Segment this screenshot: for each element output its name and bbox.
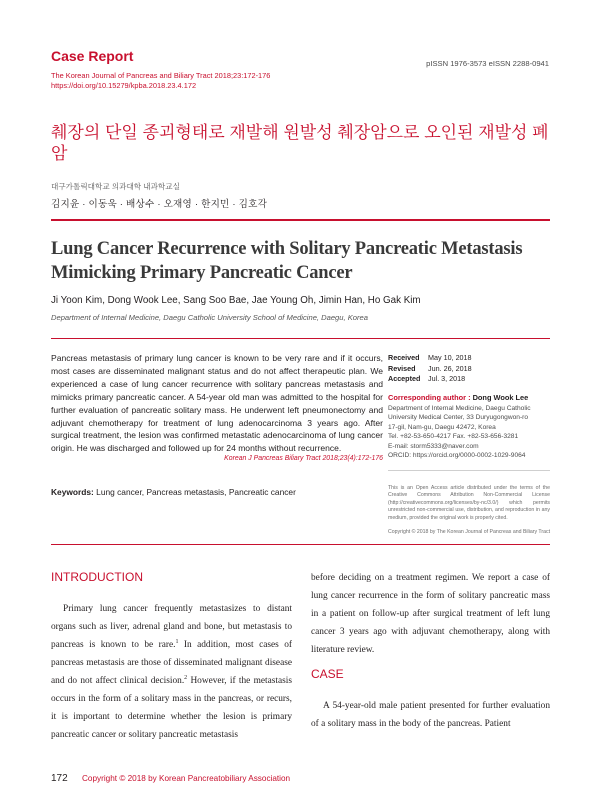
- reference-1[interactable]: 1: [175, 639, 179, 645]
- abstract-top-divider: [51, 338, 550, 339]
- keywords-label: Keywords:: [51, 487, 94, 497]
- page-number: 172: [51, 773, 68, 784]
- korean-title: 췌장의 단일 종괴형태로 재발해 원발성 췌장암으로 오인된 재발성 폐암: [51, 123, 549, 163]
- introduction-heading: INTRODUCTION: [51, 570, 143, 584]
- abstract-citation: Korean J Pancreas Biliary Tract 2018;23(4):172-176: [224, 455, 383, 462]
- english-department: Department of Internal Medicine, Daegu Catholic University School of Medicine, Daegu, Korea: [51, 313, 368, 322]
- corr-email[interactable]: E-mail: storm5333@naver.com: [388, 442, 479, 450]
- body-top-divider: [51, 544, 550, 545]
- case-paragraph: A 54-year-old male patient presented for further evaluation of a solitary mass in the body of the pancreas. Patient: [311, 701, 550, 729]
- issn-label: pISSN 1976-3573 eISSN 2288-0941: [426, 59, 549, 68]
- english-title: Lung Cancer Recurrence with Solitary Pancreatic Metastasis Mimicking Primary Pancreatic Cancer: [51, 239, 523, 283]
- doi-link[interactable]: https://doi.org/10.15279/kpba.2018.23.4.172: [51, 81, 197, 90]
- korean-authors: 김지윤 · 이동욱 · 배상수 · 오재영 · 한지민 · 김호각: [51, 199, 268, 210]
- corresponding-author-label: Corresponding author :: [388, 393, 473, 402]
- corr-phone: Tel. +82-53-650-4217 Fax. +82-53-656-3281: [388, 433, 519, 441]
- abstract-text: Pancreas metastasis of primary lung cancer is known to be very rare and if it occurs, most cases are disseminated malignant status and do not affect therapeutic plan. We experienced a case of lung cancer recurrence with solitary pancreas metastasis and mimicks primary pancreatic cancer. A 54-year old man was admitted to the hospital for further evaluation of pancreatic solitary mass. He underwent left pneumonectomy and adjuvant chemotherapy for treatment of lung adenocarcinoma 3 years ago. After surgical treatment, the lesion was confirmed metastatic adenocarcinoma of lung cancer origin. He was discharged and followed up for 24 months without recurrence.: [51, 353, 383, 454]
- article-type-label: Case Report: [51, 48, 134, 64]
- case-heading: CASE: [311, 667, 344, 681]
- keywords-line: [51, 487, 383, 497]
- corr-line: Department of Internal Medicine, Daegu Catholic: [388, 405, 531, 412]
- license-divider: [388, 470, 550, 471]
- keywords-value: Lung cancer, Pancreas metastasis, Pancreatic cancer: [96, 487, 296, 497]
- license-text: This is an Open Access article distributed under the terms of the Creative Commons Attribution Non-Commercial License (http://creativecommons.org/licenses/by-nc/3.0/) which permits unrestricted non-commercial use, distribution, and reproduction in any medium, provided the original work is properly cited.: [388, 485, 550, 521]
- introduction-continued: before deciding on a treatment regimen. We report a case of lung cancer recurrence in the form of solitary pancreatic mass in a patient on follow-up after surgical treatment of left lung cancer 3 years ago with adjuvant chemotherapy, along with literature review.: [311, 573, 550, 655]
- journal-citation: The Korean Journal of Pancreas and Biliary Tract 2018;23:172-176: [51, 71, 271, 80]
- introduction-paragraph: Primary lung cancer frequently metastasizes to distant organs such as liver, adrenal gland and bone, but metastasis to pancreas is known to be rare.$^1$ In addition, most cases of pancreas metastasis are those of disseminated malignant disease and do not affect clinical decision.$^2$ However, if the metastasis occurs in the form of a solitary mass in the pancreas, or recurs, it is important to determine whether the lesion is primary pancreatic cancer or solitary pancreatic metastasis: [51, 604, 292, 740]
- english-authors: Ji Yoon Kim, Dong Wook Lee, Sang Soo Bae, Jae Young Oh, Jimin Han, Ho Gak Kim: [51, 295, 421, 306]
- reference-2[interactable]: 2: [184, 675, 188, 681]
- date-row-received: Received May 10, 2018: [388, 353, 472, 362]
- corresponding-author-name: Dong Wook Lee: [472, 393, 529, 402]
- corr-line: 17-gil, Nam-gu, Daegu 42472, Korea: [388, 423, 496, 431]
- date-row-revised: Revised Jun. 26, 2018: [388, 363, 472, 373]
- title-divider: [51, 219, 550, 221]
- corr-orcid[interactable]: ORCID: https://orcid.org/0000-0002-1029-9064: [388, 452, 526, 460]
- journal-copyright: Copyright © 2018 by The Korean Journal of Pancreas and Biliary Tract: [388, 529, 551, 535]
- article-dates: [388, 353, 472, 385]
- korean-affiliation: 대구가톨릭대학교 의과대학 내과학교실: [51, 182, 180, 191]
- corresponding-author-details: [388, 404, 558, 460]
- date-row-accepted: Accepted Jul. 3, 2018: [388, 374, 466, 384]
- footer-copyright: Copyright © 2018 by Korean Pancreatobiliary Association: [82, 774, 291, 783]
- corresponding-author-heading: [388, 393, 528, 402]
- corr-line: University Medical Center, 33 Duryugongwon-ro: [388, 414, 528, 422]
